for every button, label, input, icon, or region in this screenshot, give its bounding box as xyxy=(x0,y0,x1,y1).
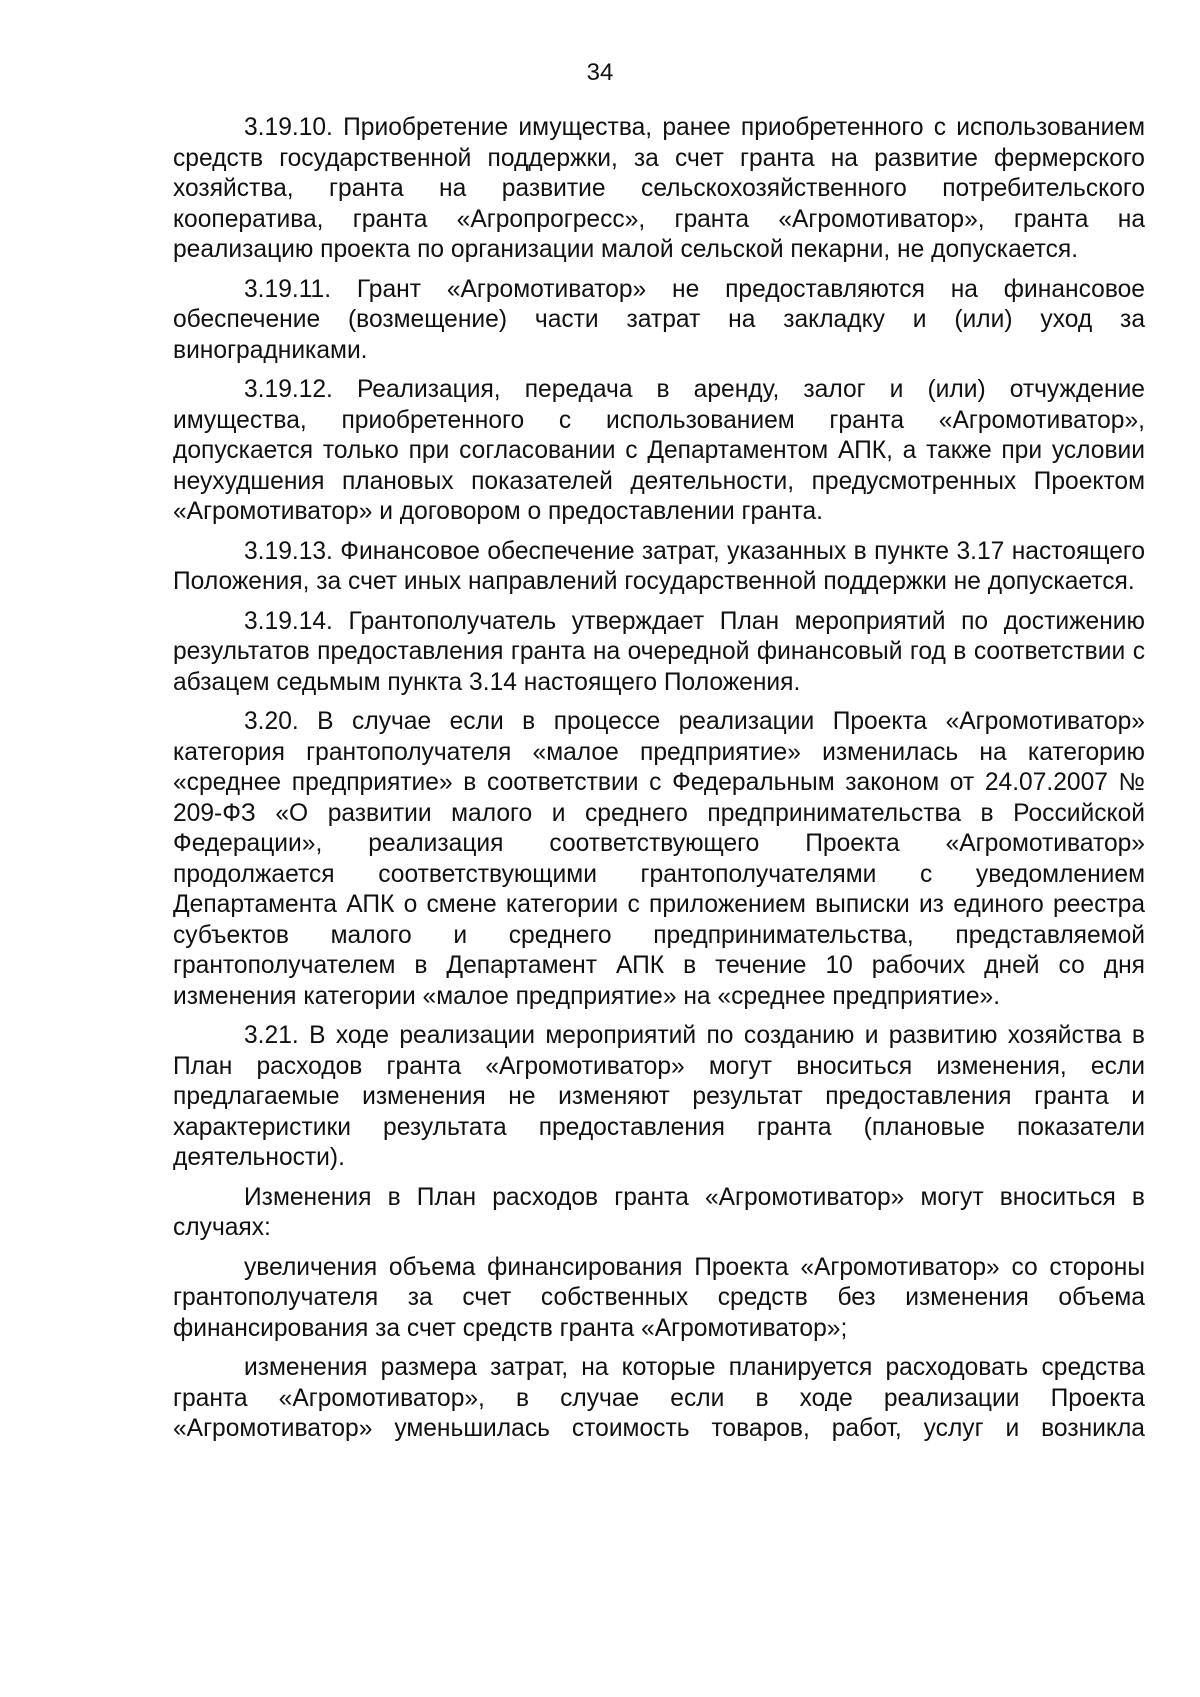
paragraph-3-19-11: 3.19.11. Грант «Агромотиватор» не предоставляются на финансовое обеспечение (возмещение) части затрат на закладку и (или) уход за виноградниками. xyxy=(173,275,1145,364)
paragraph-case-cost-change: изменения размера затрат, на которые планируется расходовать средства гранта «Агромотиватор», в случае если в ходе реализации Проекта «Агромотиватор» уменьшилась стоимость товаров, работ, услуг и возникла xyxy=(173,1354,1145,1442)
paragraph-3-19-14: 3.19.14. Грантополучатель утверждает План мероприятий по достижению результатов предоставления гранта на очередной финансовый год в соответствии с абзацем седьмым пункта 3.14 настоящего Положения. xyxy=(173,607,1145,696)
paragraph-case-funding-increase: увеличения объема финансирования Проекта «Агромотиватор» со стороны грантополучателя за счет собственных средств без изменения объема финансирования за счет средств гранта «Агромотиватор»; xyxy=(173,1253,1145,1342)
page-number: 34 xyxy=(586,59,614,86)
paragraph-3-19-12: 3.19.12. Реализация, передача в аренду, залог и (или) отчуждение имущества, приобретенного с использованием гранта «Агромотиватор», допускается только при согласовании с Департаментом АПК, а также при условии неухудшения плановых показателей деятельности, предусмотренных Проектом «Агромотиватор» и договором о предоставлении гранта. xyxy=(173,376,1145,525)
paragraph-3-19-13: 3.19.13. Финансовое обеспечение затрат, указанных в пункте 3.17 настоящего Положения, за счет иных направлений государственной поддержки не допускается. xyxy=(173,537,1145,595)
paragraph-changes-intro: Изменения в План расходов гранта «Агромотиватор» могут вноситься в случаях: xyxy=(173,1183,1145,1241)
paragraph-3-19-10: 3.19.10. Приобретение имущества, ранее приобретенного с использованием средств государственной поддержки, за счет гранта на развитие фермерского хозяйства, гранта на развитие сельскохозяйственного потребительского кооператива, гранта «Агропрогресс», гранта «Агромотиватор», гранта на реализацию проекта по организации малой сельской пекарни, не допускается. xyxy=(173,114,1145,263)
paragraph-3-21: 3.21. В ходе реализации мероприятий по созданию и развитию хозяйства в План расходов гранта «Агромотиватор» могут вноситься изменения, если предлагаемые изменения не изменяют результат предоставления гранта и характеристики результата предоставления гранта (плановые показатели деятельности). xyxy=(173,1022,1145,1171)
document-body xyxy=(173,113,1145,1445)
paragraph-3-20: 3.20. В случае если в процессе реализации Проекта «Агромотиватор» категория грантополучателя «малое предприятие» изменилась на категорию «среднее предприятие» в соответствии с Федеральным законом от 24.07.2007 № 209-ФЗ «О развитии малого и среднего предпринимательства в Российской Федерации», реализация соответствующего Проекта «Агромотиватор» продолжается соответствующими грантополучателями с уведомлением Департамента АПК о смене категории с приложением выписки из единого реестра субъектов малого и среднего предпринимательства, представляемой грантополучателем в Департамент АПК в течение 10 рабочих дней со дня изменения категории «малое предприятие» на «среднее предприятие». xyxy=(173,708,1145,1010)
